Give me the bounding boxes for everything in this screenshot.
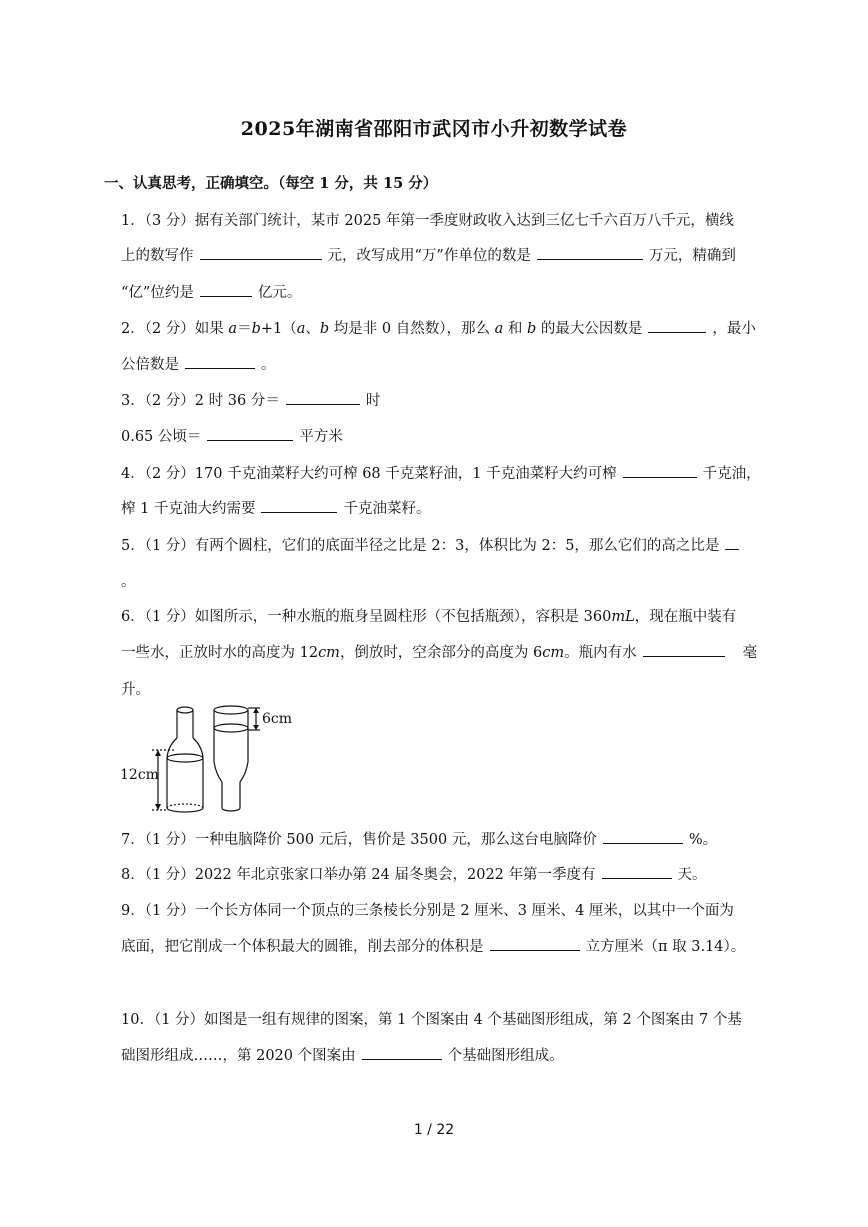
q6-line1: 6．（1 分）如图所示，一种水瓶的瓶身呈圆柱形（不包括瓶颈），容积是 360mL，现在瓶中装有 xyxy=(121,609,737,625)
answer-blank[interactable] xyxy=(200,282,252,297)
exam-title: 2025年湖南省邵阳市武冈市小升初数学试卷 xyxy=(240,118,628,140)
q10-line1: 10．（1 分）如图是一组有规律的图案，第 1 个图案由 4 个基础图形组成，第 2 个图案由 7 个基 xyxy=(121,1012,742,1028)
q3-line1: 3．（2 分）2 时 36 分＝ 时 xyxy=(121,389,380,410)
q5-line1: 5．（1 分）有两个圆柱，它们的底面半径之比是 2：3，体积比为 2：5，那么它们的高之比是 xyxy=(121,534,745,555)
answer-blank[interactable] xyxy=(537,245,643,260)
q4-line2: 榨 1 千克油大约需要 千克油菜籽。 xyxy=(121,497,430,518)
answer-blank[interactable] xyxy=(643,642,725,657)
answer-blank[interactable] xyxy=(185,354,255,369)
figure-label-6cm: 6cm xyxy=(262,711,293,727)
answer-blank[interactable] xyxy=(648,318,706,333)
answer-blank[interactable] xyxy=(490,936,580,951)
answer-blank[interactable] xyxy=(362,1045,442,1060)
page-number: 1 / 22 xyxy=(413,1122,455,1138)
q2-line1: 2．（2 分）如果 a＝b+1（a、b 均是非 0 自然数），那么 a 和 b 的最大公因数是 ，最小 xyxy=(121,317,756,338)
answer-blank[interactable] xyxy=(603,829,683,844)
answer-blank[interactable] xyxy=(286,390,360,405)
q10-line2: 础图形组成……，第 2020 个图案由 个基础图形组成。 xyxy=(121,1044,564,1065)
q6-line2: 一些水，正放时水的高度为 12cm，倒放时，空余部分的高度为 6cm。瓶内有水 毫 xyxy=(121,641,757,662)
answer-blank[interactable] xyxy=(207,426,293,441)
q7-line: 7．（1 分）一种电脑降价 500 元后，售价是 3500 元，那么这台电脑降价 %。 xyxy=(121,828,717,849)
q2-line2: 公倍数是 。 xyxy=(121,353,276,374)
q1-line2: 上的数写作 元，改写成用“万”作单位的数是 万元，精确到 xyxy=(121,244,736,265)
answer-blank[interactable] xyxy=(725,535,739,550)
figure-label-12cm: 12cm xyxy=(120,767,159,783)
q9-line2: 底面，把它削成一个体积最大的圆锥，削去部分的体积是 立方厘米（π 取 3.14）。 xyxy=(121,935,745,956)
q1-line1: 1．（3 分）据有关部门统计，某市 2025 年第一季度财政收入达到三亿七千六百万八千元，横线 xyxy=(121,213,734,229)
answer-blank[interactable] xyxy=(200,245,322,260)
answer-blank[interactable] xyxy=(261,498,337,513)
q3-line2: 0.65 公顷＝ 平方米 xyxy=(121,425,343,446)
answer-blank[interactable] xyxy=(602,864,672,879)
q8-line: 8．（1 分）2022 年北京张家口举办第 24 届冬奥会，2022 年第一季度有 天。 xyxy=(121,863,707,884)
q1-line3: “亿”位约是 亿元。 xyxy=(121,281,301,302)
section-heading: 一、认真思考，正确填空。（每空 1 分，共 15 分） xyxy=(104,175,438,192)
q9-line1: 9．（1 分）一个长方体同一个顶点的三条棱长分别是 2 厘米、3 厘米、4 厘米，以其中一个面为 xyxy=(121,903,734,919)
q6-line3: 升。 xyxy=(121,682,150,698)
q5-line2: 。 xyxy=(121,574,136,590)
answer-blank[interactable] xyxy=(623,463,697,478)
q4-line1: 4．（2 分）170 千克油菜籽大约可榨 68 千克菜籽油，1 千克油菜籽大约可榨 千克油， xyxy=(121,462,761,483)
